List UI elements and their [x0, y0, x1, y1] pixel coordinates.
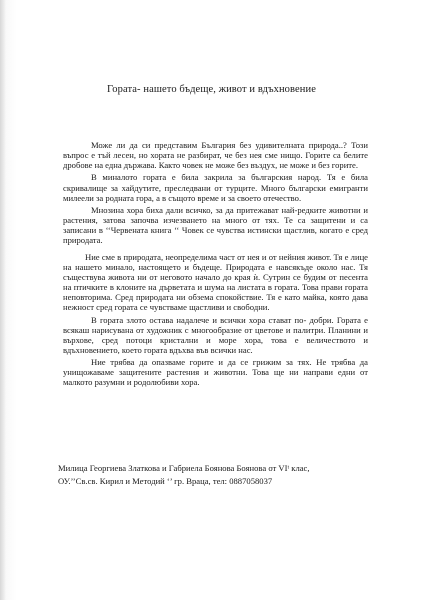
document-body — [63, 140, 368, 390]
paragraph-history: В миналото гората е била закрила за българския народ. Тя е била скривалище за хайдутите, преследвани от турците. Много български емигранти милеели за родната гора, а в същото време и за своето отечество. — [63, 172, 368, 203]
paragraph-nature: Ние сме в природата, неопределима част от нея и от нейния живот. Тя е лице на нашето минало, настоящето и бъдеще. Природата е навсякъде около нас. Тя съществува живота ни от неговото начало до края ѝ. Сутрин се будим от песента на птичките в клоните на дърветата и шума на листата в гората. Това прави гората неповторима. Сред природата ни обзема спокойствие. Тя е като майка, която дава нежност сред гората се чувстваме щастливи и свободни. — [63, 251, 368, 313]
paragraph-protect: Ние трябва да опазваме горите и да се грижим за тях. Не трябва да унищожаваме защитените растения и животни. Това ще ни направи едни от малкото разумни и родолюбиви хора. — [63, 357, 368, 388]
paragraph-intro: Може ли да си представим България без удивителната природа..? Този въпрос е тъй лесен, но хората не разбират, че без нея сме нищо. Горите са белите дробове на една държава. Както човек не може без въздух, не може и без горите. — [63, 140, 368, 171]
author-names: Милица Георгиева Златкова и Габриела Боянова Боянова от VIᵗ клас, — [58, 463, 310, 473]
school-contact: ОУ.’’Св.св. Кирил и Методий ‘’ гр. Враца, тел: 0887058037 — [58, 475, 273, 486]
paragraph-beauty: В гората злото остава надалече и всички хора стават по- добри. Гората е всякаш нарисувана от художник с многообразие от цветове и палитри. Планини и върхове, сред потоци кристални и море хора, това е величеството и вдъхновението, което гората вдъхва във всички нас. — [63, 314, 368, 355]
author-block — [58, 462, 398, 487]
document-title: Гората- нашето бъдеще, живот и вдъхновение — [107, 84, 316, 95]
paragraph-endangered: Мнозина хора биха дали всичко, за да притежават най-редките животни и растения, затова започва изчезването на много от тях. Те са защитени и са записани в ‘‘Червената книга ‘‘ Човек се чувства истински щастлив, когато е сред природата. — [63, 204, 368, 246]
